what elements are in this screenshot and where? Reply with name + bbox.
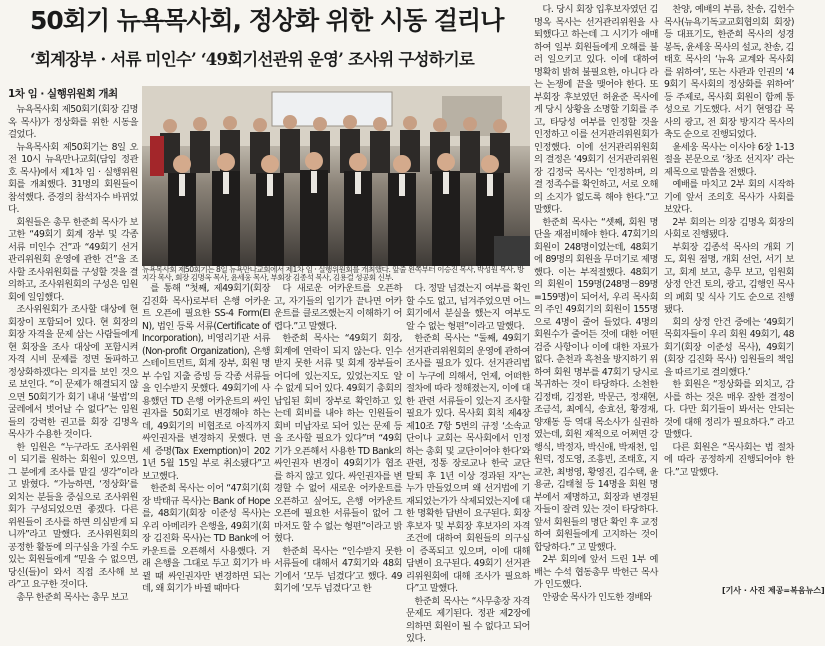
article-paragraph: 한 임원은 “누구라도 조사위원이 되기를 원하는 회원이 있으면, 그 분에게 조사를 맡길 생각”이라고 밝혔다. “가능하면, ‘정상화’를 외치는 분들을 중심으로 조사위원회가 구성되었으면 좋겠다. 다른 위원들이 조사를 하면 의심받게 되니까”라고 말했다. 조사위원회의 공정한 활동에 의구심을 가질 수도 있는 회원들에게 “믿을 수 없으면, 당신(들)이 와서 직접 조사해 보라”고 요구한 것이다. [8, 441, 138, 590]
article-paragraph: 찬양, 예배의 부름, 찬송, 김헌수 목사(뉴욕기독교교회협의회 회장) 등 대표기도, 한준희 목사의 성경 봉독, 윤세웅 목사의 설교, 찬송, 김태호 목사의 ‘뉴욕 교계와 목사회를 위하여’, 또는 사관과 인권의 ‘49회기 목사회의 정상화를 위하여’ 등 주제로, 목사회 회원이 함께 통성으로 기도했다. 서기 현영갑 목사의 광고, 전 회장 방지각 목사의 축도 순으로 진행되었다. [664, 4, 794, 140]
article-paragraph: 2부 회의는 의장 김명옥 회장의 사회로 진행됐다. [664, 216, 794, 240]
article-paragraph: 한준희 목사는 “인수받지 못한 서류들에 대해서 47회기와 48회기에서 ‘모두 넘겼다’고 했다. 49회기에 ‘모두 넘겼다’고 한 [274, 545, 402, 594]
article-paragraph: 총무 한준희 목사는 총무 보고 [16, 591, 128, 603]
article-paragraph: 한준희 목사는 이어 “47회기(회장 박태규 목사)는 Bank of Hope를, 48회기(회장 이준성 목사)는 우리 아메리카 은행을, 49회기(회장 김진화 목사)는 TD Bank에 어카운트를 오픈해서 사용했다. 거래 은행을 그대로 두고 회기가 바뀔 때 싸인권자만 변경하면 되는데, 왜 회기가 바뀔 때마다 [142, 483, 270, 594]
article-column-1 [8, 104, 138, 603]
article-column-5 [534, 4, 658, 603]
group-photo [142, 86, 530, 266]
photo-credit: [기사 · 사진 제공=복음뉴스] [722, 586, 825, 595]
article-paragraph: 다른 회원은 “목사회는 법 절차에 따라 공정하게 진행되어야 한다.”고 말했다. [664, 441, 794, 478]
article-paragraph: 윤세웅 목사는 이사야 6장 1-13절을 본문으로 ‘창조 선지자’ 라는 제목으로 말씀을 전했다. [664, 141, 794, 178]
article-paragraph: 회원들은 총무 한준희 목사가 보고한 “49회기 회계 장부 및 각종 서류 미인수 건”과 “49회기 선거관리위원회 운영에 관한 건”을 조사할 조사위원회를 구성할 것을 결의하고, 조사위원회의 구성은 임원회에 일임했다. [8, 216, 138, 303]
article-column-2 [142, 283, 270, 594]
article-paragraph: 한준희 목사는 “49회기 회장, 회계에 연락이 되지 않는다. 인수받지 못한 서류 및 회계 장부들이 어디에 있는지도, 있었는지도 알 수 없게 되어 있다. 49회기 총회의 납입된 회비 장부로 확인하고 있는데 회비를 내야 하는 인원들이 회비 미납자로 되어 있는 문제 등을 조사할 필요가 있다”며 “49회기가 오픈해서 사용한 TD Bank의 싸인권자 변경이 49회기가 협조를 하지 않고 있다. 싸인권자를 변경할 수 없어 새로운 어카운트를 오픈하고 싶어도, 은행 어카운트 오픈에 필요한 서류들이 없어 그 마저도 할 수 없는 형편”이라고 밝혔다. [274, 333, 402, 544]
section-heading: 1차 임 · 실행위원회 개최 [8, 88, 118, 100]
article-paragraph: 다. 당시 회장 입후보자였던 김명옥 목사는 선거관리위원을 사퇴했다고 하는데 그 시기가 애매하여 일부 회원들에게 오해를 불러 일으키고 있다. 이에 대하여 명확히 밝혀 불필요한, 아니다 라는 논쟁에 끝을 맺어야 한다. 또 부회장 후보였던 허윤준 목사에게 당시 상황을 소명할 기회를 주고, 타당성 여부를 인정할 것을 인정하고 이를 선거관리위원회가 인정했다. 이에 선거관리위원회의 결정은 ‘49회기 선거관리위원장 김정국 목사는 ’인정하며, 의결 정족수를 확인하고, 서로 오해의 소지가 없도록 해야 한다.”고 말했다. [534, 4, 658, 215]
article-paragraph: 회의 상정 안건 중에는 ‘49회기 목회자들이 우리 회원 49회기, 48회기(회장 이준성 목사), 49회기(회장 김진화 목사) 임원들의 책임을 따르기로 결의했다.’ [664, 316, 794, 378]
article-paragraph: 조사위원회가 조사할 대상에 현 회장이 포함되어 있다. 현 회장의 회장 자격을 문제 삼는 사람들에게 현 회장을 조사 대상에 포함시켜 자격 시비 문제를 정면 돌파하고 정상화하겠다는 의지를 보인 것으로 보인다. “이 문제가 해결되지 않으면 50회기가 회기 내내 ‘불법’의 굴레에서 벗어날 수 없다”는 임원들의 강력한 권고를 회장 김명옥 목사가 수용한 것이다. [8, 304, 138, 440]
article-paragraph: 다 새로운 어카운트를 오픈하고, 자기들의 임기가 끝나면 어카운트를 클로즈했는지 이해하기 어렵다.”고 말했다. [274, 283, 402, 332]
article-paragraph: 뉴욕목사회 제50회기(회장 김명옥 목사)가 정상화를 위한 시동을 걸었다. [8, 104, 138, 140]
article-paragraph: 안광순 목사가 인도한 경배와 [542, 591, 652, 603]
article-paragraph: 한 회원은 “정상화를 외치고, 감사를 하는 것은 매우 잘한 결정이다. 다만 회기들이 봐서는 안되는 것에 대해 정리가 필요하다.” 라고 말했다. [664, 379, 794, 440]
photo-caption: 뉴욕목사회 제50회기는 8일 뉴욕만나교회에서 제1차 임 · 실행위원회를 개최했다. 앞줄 왼쪽부터 이승진 목사, 박성원 목사, 방지각 목사, 회장 김명옥 목사, 윤세웅 목사, 부회장 김종석 목사, 김용걸 성공회 신부. [142, 265, 524, 282]
article-paragraph: 부회장 김종석 목사의 개회 기도, 회원 점명, 개회 선언, 서기 보고, 회계 보고, 총무 보고, 임원회 상정 안건 토의, 광고, 김행인 목사의 폐회 및 식사 기도 순으로 진행됐다. [664, 241, 794, 315]
article-paragraph: 2부 회의에 앞서 드린 1부 예배는 수석 협동총무 박헌근 목사가 인도했다. [534, 554, 658, 590]
group-photo-illustration [142, 86, 530, 266]
article-column-6 [664, 4, 794, 586]
article-paragraph: 한준희 목사는 “셋째, 회원 명단을 재점비해야 한다. 47회기의 회원이 248명이었는데, 48회기에 89명의 회원을 무더기로 제명했다. 이는 부적절했다. 48회기의 회원이 159명(248명－89명=159명)이 되어서, 우리 목사회의 주인 49회기의 회원이 155명으로 4명이 줄어 들었다. 4명의 회원수가 줄어든 것에 대한 어떤 검증 사항이나 이에 대한 자료가 없다. 춘천과 흑천을 방지하기 위하여 회원 명부를 47회기 당시로 복귀하는 것이 타당하다. 소천한 김정태, 김정완, 박문근, 정재현, 조금석, 최예식, 송효선, 황경재, 양재동 등 역대 목소사가 실권하였는데, 회원 재적으로 어쩌면 강행식, 박정자, 박신애, 박재천, 임원덕, 정도영, 조흥빈, 조태호, 지교찬, 최병영, 황영진, 김수택, 윤용균, 김태철 등 14명을 회원 명부에서 제명하고, 회장과 변경된 자들이 잘려 있는 것이 타당하다. 앞서 회원들의 명단 확인 후 교정하여 회원들에게 고지하는 것이 합당하다.” 고 말했다. [534, 216, 658, 553]
article-paragraph: 다. 정말 넘겼는지 여부를 확인할 수도 없고, 넘겨주었으면 어느 회기에서 분실을 했는지 여부도 알 수 없는 형편”이라고 말했다. [406, 283, 530, 332]
article-column-3 [274, 283, 402, 594]
article-paragraph: 예배를 마치고 2부 회의 시작하기에 앞서 조의호 목사가 사회를 보았다. [664, 179, 794, 215]
article-paragraph: 한준희 목사는 “사무총장 자격 문제도 제기된다. 정관 제2장에 의하면 회원이 될 수 없다고 되어 있다. [406, 595, 530, 644]
article-paragraph: 를 통해 “첫째, 제49회기(회장 김진화 목사)로부터 은행 어카운트 오픈에 필요한 SS-4 Form(EIN), 법인 등록 서류(Certificate of Incorporation), 비영리기관 서류(Non-profit Organization), 은행 스테이트먼트, 회계 장부, 회원 명부 수입 지출 증빙 등 각종 서류들을 인수받지 못했다. 49회기에 사용했던 TD 은행 어카운트의 싸인권자를 50회기로 변경해야 하는데, 49회기의 비협조로 아직까지 싸인권자를 변경하지 못했다. 면세 증명(Tax Exemption)이 2021년 5월 15일 부로 취소됐다”고 보고했다. [142, 283, 270, 482]
subheadline: ‘회계장부 · 서류 미인수’ ‘49회기선관위 운영’ 조사위 구성하기로 [30, 50, 475, 69]
article-column-4 [406, 283, 530, 644]
headline: 50회기 뉴욕목사회, 정상화 위한 시동 걸리나 [30, 6, 504, 35]
article-paragraph: 한준희 목사는 “둘째, 49회기 선거관리위원회의 운영에 관하여 조사를 필요가 있다. 선거관리법이 누구에 의해서, 언제, 어떠한 절차에 따라 정해졌는지, 이에 대한 관련 서류들이 있는지 조사할 필요가 있다. 목사회 회칙 제4장 제10조 7항 5번의 규정 ‘소속교단이나 교회는 목사회에서 인정하는 총회 및 교단이어야 한다’와 관련, 정통 장로교나 한국 교단 탈퇴 후 1년 이상 경과된 자”는 누가 만들었으며 왜 선거법에 기재되었는가가 삭제되었는지에 대한 명확한 답변이 요구된다. 회장 후보자 및 부회장 후보자의 자격 조건에 대하여 회원들의 의구심이 증폭되고 있으며, 이에 대해 담변이 요구된다. 49회기 선거관리위원회에 대해 조사가 필요하다”고 말했다. [406, 333, 530, 594]
article-paragraph: 뉴욕목사회 제50회기는 8일 오전 10시 뉴욕만나교회(담임 정관호 목사)에서 제1차 임 · 실행위원회를 개최했다. 31명의 회원들이 참석했다. 증경의 참석자수 바뀌었다. [8, 141, 138, 215]
